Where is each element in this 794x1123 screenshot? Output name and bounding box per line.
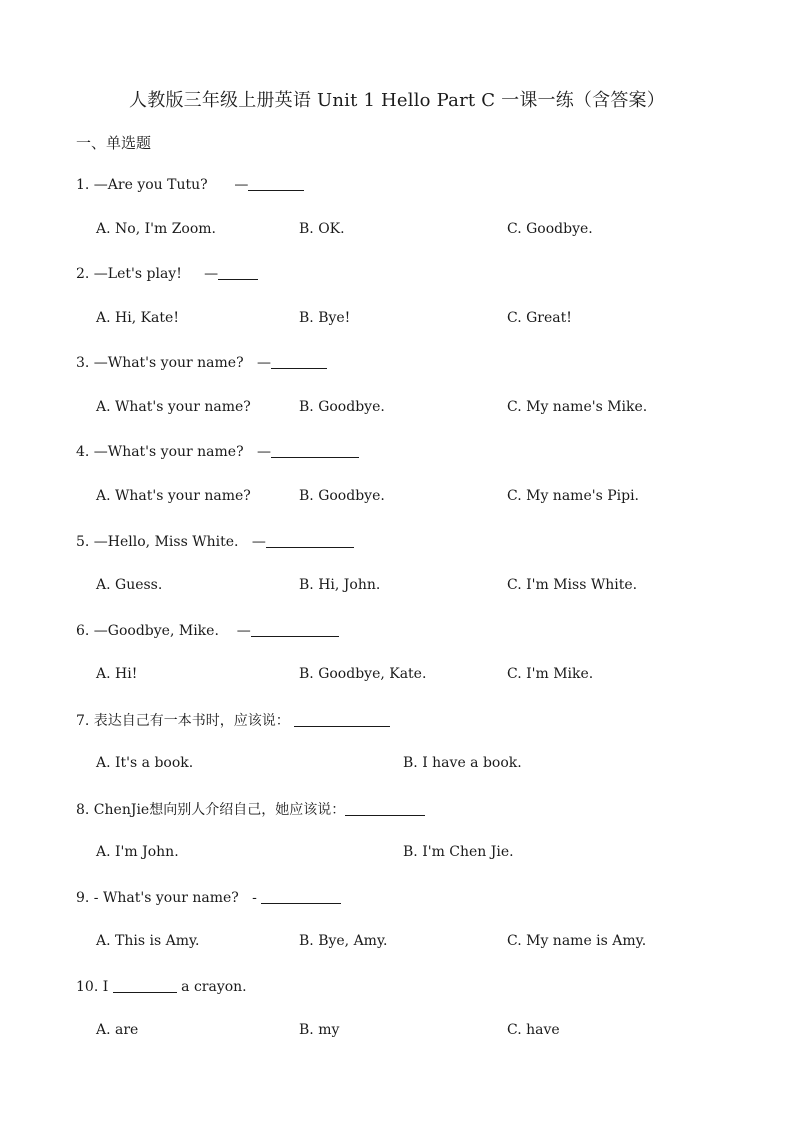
option-b[interactable]: B. OK. <box>299 221 345 237</box>
option-c[interactable]: C. My name is Amy. <box>507 933 647 949</box>
question-5 <box>76 533 354 550</box>
option-b[interactable]: B. my <box>299 1022 340 1038</box>
option-a[interactable]: A. What's your name? <box>96 488 251 504</box>
answer-blank[interactable] <box>113 978 177 993</box>
answer-blank[interactable] <box>261 889 341 904</box>
option-a[interactable]: A. What's your name? <box>96 399 251 415</box>
question-8 <box>76 799 425 819</box>
question-stem: 10. I <box>76 979 113 995</box>
option-b[interactable]: B. Goodbye. <box>299 488 385 504</box>
answer-blank[interactable] <box>294 712 390 727</box>
question-stem-tail: a crayon. <box>176 979 247 995</box>
question-stem: 5. —Hello, Miss White. — <box>76 534 266 550</box>
question-stem: 2. —Let's play! — <box>76 266 219 282</box>
answer-blank[interactable] <box>271 354 327 369</box>
question-9 <box>76 889 341 906</box>
question-stem: 7. 表达自己有一本书时，应该说： <box>76 713 295 729</box>
answer-blank[interactable] <box>345 801 425 816</box>
question-stem: 6. —Goodbye, Mike. — <box>76 623 251 639</box>
question-stem: 8. ChenJie想向别人介绍自己，她应该说： <box>76 802 346 818</box>
section-heading: 一、单选题 <box>76 134 152 152</box>
option-c[interactable]: C. I'm Mike. <box>507 666 594 682</box>
document-title: 人教版三年级上册英语 Unit 1 Hello Part C 一课一练（含答案） <box>129 90 665 111</box>
option-b[interactable]: B. Goodbye. <box>299 399 385 415</box>
answer-blank[interactable] <box>266 533 354 548</box>
option-c[interactable]: C. My name's Mike. <box>507 399 648 415</box>
question-stem: 4. —What's your name? — <box>76 444 271 460</box>
question-4 <box>76 443 359 460</box>
answer-blank[interactable] <box>251 622 339 637</box>
option-c[interactable]: C. Goodbye. <box>507 221 593 237</box>
option-c[interactable]: C. My name's Pipi. <box>507 488 640 504</box>
option-c[interactable]: C. I'm Miss White. <box>507 577 638 593</box>
question-stem: 3. —What's your name? — <box>76 355 271 371</box>
option-b[interactable]: B. Bye! <box>299 310 351 326</box>
option-a[interactable]: A. It's a book. <box>96 755 194 771</box>
option-a[interactable]: A. Guess. <box>96 577 163 593</box>
option-c[interactable]: C. Great! <box>507 310 572 326</box>
option-b[interactable]: B. I'm Chen Jie. <box>403 844 514 860</box>
answer-blank[interactable] <box>218 265 258 280</box>
question-2 <box>76 265 258 282</box>
question-6 <box>76 622 339 639</box>
option-b[interactable]: B. Bye, Amy. <box>299 933 388 949</box>
question-1 <box>76 176 304 193</box>
answer-blank[interactable] <box>271 443 359 458</box>
option-a[interactable]: A. This is Amy. <box>96 933 200 949</box>
option-b[interactable]: B. I have a book. <box>403 755 522 771</box>
option-b[interactable]: B. Goodbye, Kate. <box>299 666 427 682</box>
option-a[interactable]: A. I'm John. <box>96 844 179 860</box>
question-stem: 9. - What's your name? - <box>76 890 262 906</box>
question-3 <box>76 354 327 371</box>
question-10 <box>76 978 247 995</box>
question-7 <box>76 710 390 730</box>
option-a[interactable]: A. Hi! <box>96 666 138 682</box>
option-b[interactable]: B. Hi, John. <box>299 577 381 593</box>
option-a[interactable]: A. Hi, Kate! <box>96 310 179 326</box>
option-c[interactable]: C. have <box>507 1022 560 1038</box>
question-stem: 1. —Are you Tutu? — <box>76 177 249 193</box>
option-a[interactable]: A. No, I'm Zoom. <box>96 221 217 237</box>
answer-blank[interactable] <box>248 176 304 191</box>
option-a[interactable]: A. are <box>96 1022 139 1038</box>
